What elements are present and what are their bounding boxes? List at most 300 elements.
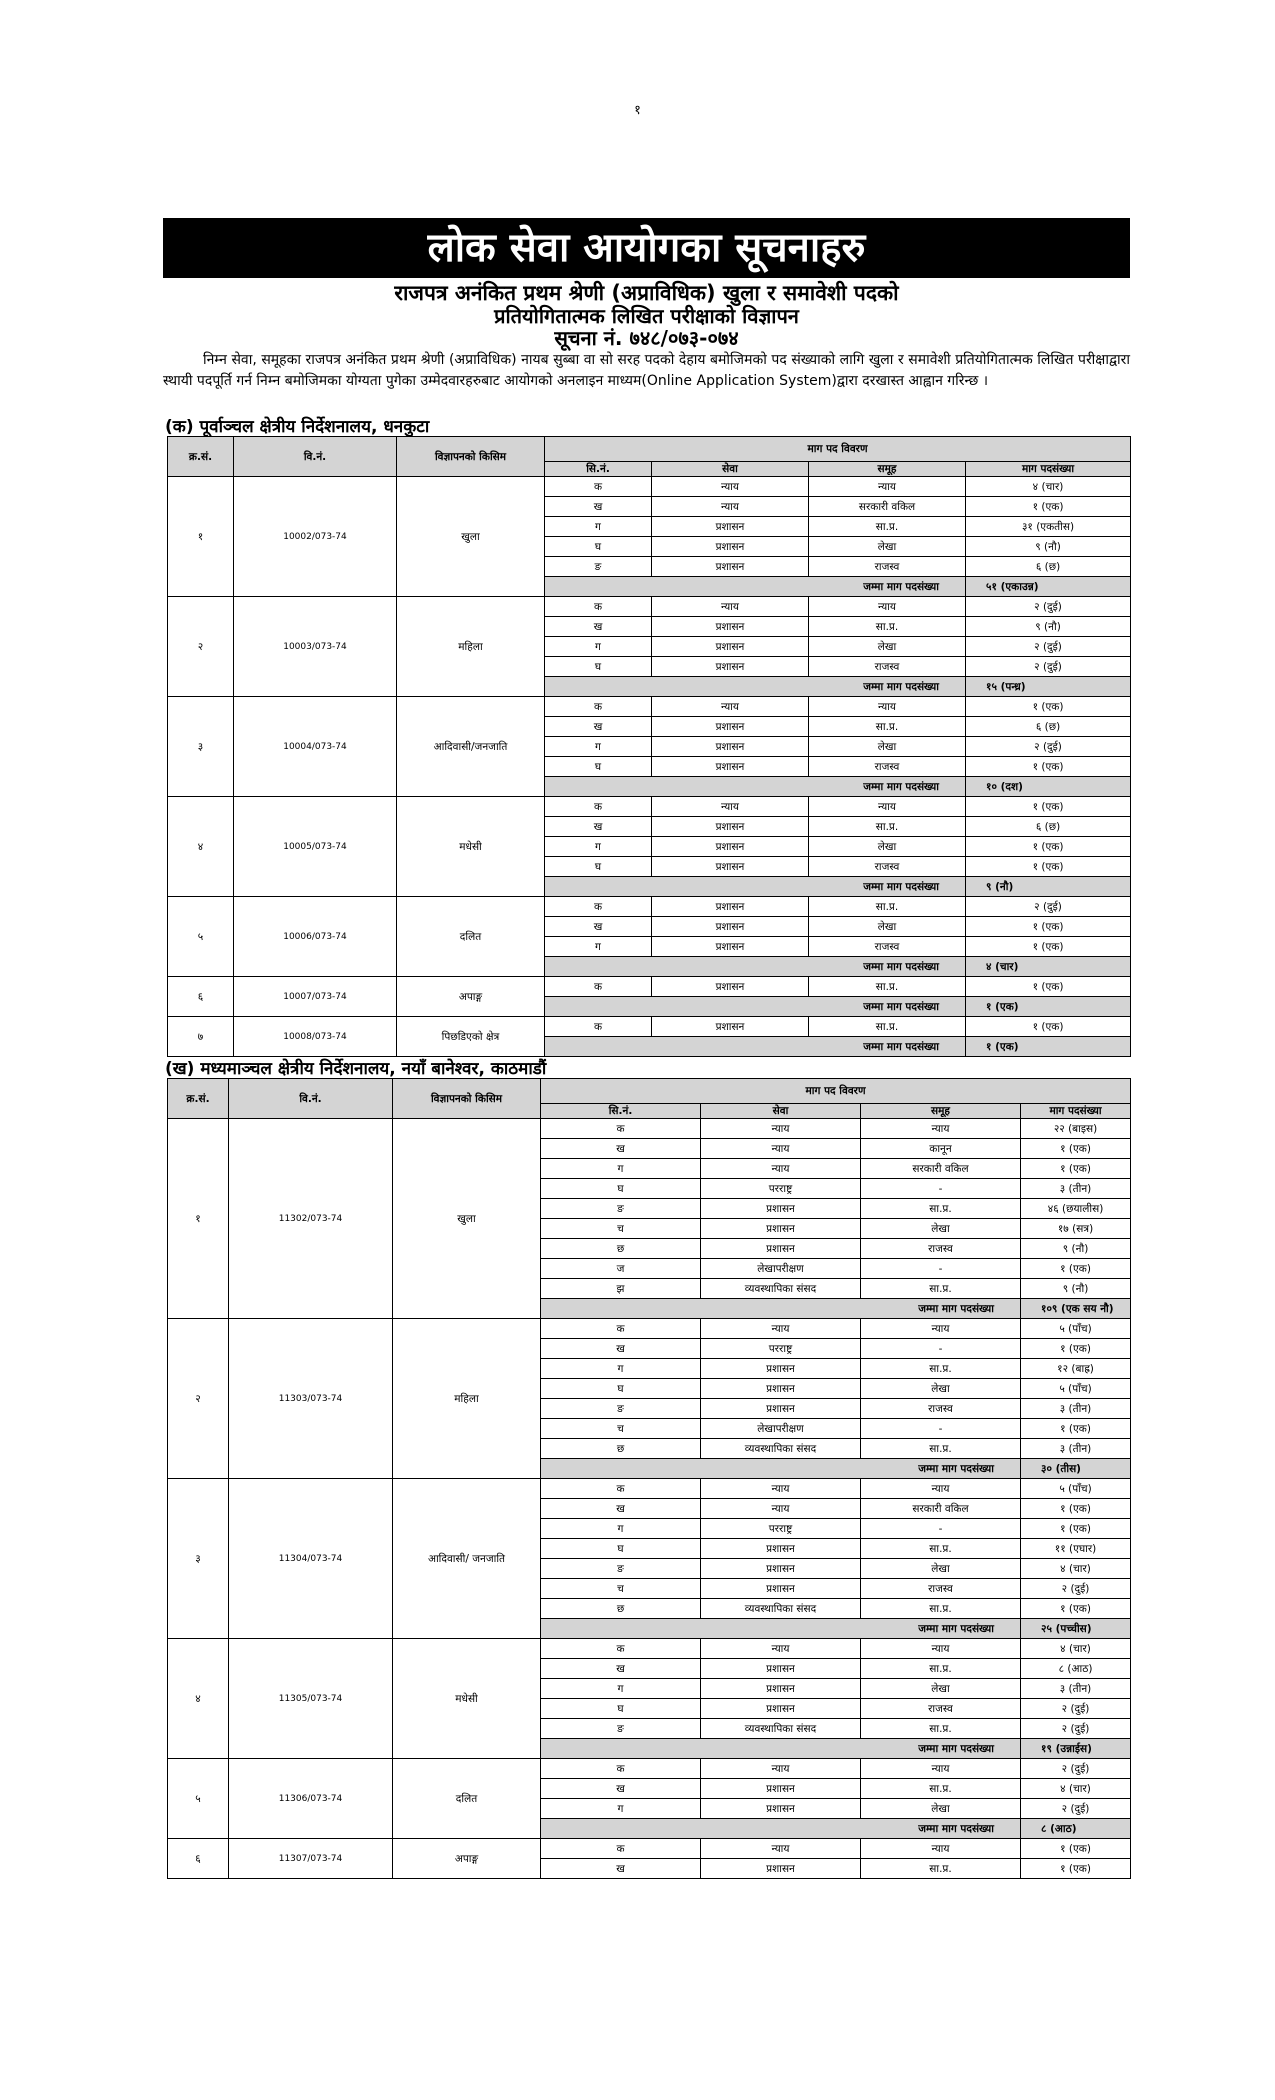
service-cell: प्रशासन <box>701 1239 861 1259</box>
sub-serial-cell: ग <box>541 1679 701 1699</box>
sub-serial-cell: क <box>541 1639 701 1659</box>
post-count-cell: ११ (एघार) <box>1021 1539 1131 1559</box>
post-count-cell: १ (एक) <box>1021 1519 1131 1539</box>
serial-cell: ६ <box>168 977 234 1017</box>
table-row <box>168 1017 1131 1037</box>
type-cell: पिछडिएको क्षेत्र <box>397 1017 545 1057</box>
sub-serial-cell: ग <box>545 737 652 757</box>
adv-no-cell: 11306/073-74 <box>229 1759 393 1839</box>
group-cell: न्याय <box>861 1319 1021 1339</box>
sub-serial-cell: ख <box>545 917 652 937</box>
serial-cell: ७ <box>168 1017 234 1057</box>
post-count-cell: १ (एक) <box>1021 1339 1131 1359</box>
total-label-cell: जम्मा माग पदसंख्या <box>545 677 966 697</box>
serial-cell: ५ <box>168 1759 229 1839</box>
post-count-cell: ५ (पाँच) <box>1021 1479 1131 1499</box>
table-row <box>168 1839 1131 1859</box>
serial-cell: १ <box>168 1119 229 1319</box>
post-count-cell: २ (दुई) <box>966 657 1131 677</box>
group-cell: लेखा <box>861 1379 1021 1399</box>
group-cell: सा.प्र. <box>809 977 966 997</box>
service-cell: लेखापरीक्षण <box>701 1259 861 1279</box>
type-cell: महिला <box>397 597 545 697</box>
section-heading-central: (ख) मध्यमाञ्चल क्षेत्रीय निर्देशनालय, नयाँ बानेश्वर, काठमाडौं <box>165 1059 547 1079</box>
table-row <box>168 977 1131 997</box>
service-cell: प्रशासन <box>701 1359 861 1379</box>
table-row <box>168 797 1131 817</box>
total-label-cell: जम्मा माग पदसंख्या <box>541 1459 1021 1479</box>
adv-no-cell: 10004/073-74 <box>234 697 397 797</box>
service-cell: प्रशासन <box>652 937 809 957</box>
service-cell: न्याय <box>652 477 809 497</box>
sub-serial-cell: क <box>545 697 652 717</box>
post-count-cell: १२ (बाह्र) <box>1021 1359 1131 1379</box>
group-cell: सा.प्र. <box>861 1779 1021 1799</box>
group-cell: लेखा <box>809 737 966 757</box>
type-cell: अपाङ्ग <box>397 977 545 1017</box>
total-label-cell: जम्मा माग पदसंख्या <box>541 1819 1021 1839</box>
service-cell: व्यवस्थापिका संसद <box>701 1719 861 1739</box>
sub-serial-cell: क <box>541 1759 701 1779</box>
total-label-cell: जम्मा माग पदसंख्या <box>545 957 966 977</box>
service-cell: प्रशासन <box>701 1199 861 1219</box>
post-count-cell: २ (दुई) <box>1021 1799 1131 1819</box>
group-cell: सरकारी वकिल <box>861 1159 1021 1179</box>
total-value-cell: १ (एक) <box>966 997 1131 1017</box>
group-cell: सा.प्र. <box>809 817 966 837</box>
sub-serial-cell: घ <box>541 1379 701 1399</box>
header-serial: क्र.सं. <box>168 437 234 477</box>
sub-serial-cell: ख <box>545 717 652 737</box>
service-cell: प्रशासन <box>652 897 809 917</box>
sub-serial-cell: ख <box>545 617 652 637</box>
service-cell: प्रशासन <box>701 1779 861 1799</box>
service-cell: लेखापरीक्षण <box>701 1419 861 1439</box>
type-cell: मधेसी <box>393 1639 541 1759</box>
group-cell: राजस्व <box>861 1579 1021 1599</box>
service-cell: न्याय <box>652 597 809 617</box>
type-cell: मधेसी <box>397 797 545 897</box>
service-cell: प्रशासन <box>701 1859 861 1879</box>
total-label-cell: जम्मा माग पदसंख्या <box>545 777 966 797</box>
group-cell: - <box>861 1519 1021 1539</box>
header-post-count: माग पदसंख्या <box>1021 1104 1131 1119</box>
post-count-cell: ९ (नौ) <box>1021 1239 1131 1259</box>
sub-serial-cell: ग <box>541 1519 701 1539</box>
service-cell: प्रशासन <box>701 1799 861 1819</box>
post-count-cell: ६ (छ) <box>966 557 1131 577</box>
adv-no-cell: 10002/073-74 <box>234 477 397 597</box>
post-count-cell: ४ (चार) <box>1021 1559 1131 1579</box>
sub-serial-cell: घ <box>545 857 652 877</box>
total-label-cell: जम्मा माग पदसंख्या <box>545 577 966 597</box>
post-count-cell: १ (एक) <box>966 937 1131 957</box>
total-label-cell: जम्मा माग पदसंख्या <box>545 997 966 1017</box>
group-cell: - <box>861 1259 1021 1279</box>
post-count-cell: ४६ (छयालीस) <box>1021 1199 1131 1219</box>
total-label-cell: जम्मा माग पदसंख्या <box>541 1739 1021 1759</box>
group-cell: राजस्व <box>809 557 966 577</box>
post-count-cell: १ (एक) <box>966 697 1131 717</box>
sub-serial-cell: ग <box>545 517 652 537</box>
group-cell: सा.प्र. <box>809 617 966 637</box>
post-count-cell: १ (एक) <box>966 837 1131 857</box>
sub-serial-cell: ग <box>545 937 652 957</box>
table-eastern-region <box>167 436 1131 1057</box>
service-cell: प्रशासन <box>652 517 809 537</box>
header-sub-serial: सि.नं. <box>541 1104 701 1119</box>
service-cell: प्रशासन <box>652 657 809 677</box>
service-cell: प्रशासन <box>652 917 809 937</box>
serial-cell: १ <box>168 477 234 597</box>
adv-no-cell: 11302/073-74 <box>229 1119 393 1319</box>
group-cell: - <box>861 1179 1021 1199</box>
serial-cell: ३ <box>168 1479 229 1639</box>
group-cell: लेखा <box>809 537 966 557</box>
table-row <box>168 897 1131 917</box>
service-cell: न्याय <box>652 797 809 817</box>
group-cell: सा.प्र. <box>809 517 966 537</box>
total-label-cell: जम्मा माग पदसंख्या <box>541 1619 1021 1639</box>
group-cell: सा.प्र. <box>861 1279 1021 1299</box>
total-value-cell: ९ (नौ) <box>966 877 1131 897</box>
service-cell: न्याय <box>701 1499 861 1519</box>
header-adv-no: वि.नं. <box>229 1079 393 1119</box>
post-count-cell: १ (एक) <box>966 1017 1131 1037</box>
adv-no-cell: 10008/073-74 <box>234 1017 397 1057</box>
service-cell: प्रशासन <box>652 757 809 777</box>
post-count-cell: १ (एक) <box>1021 1139 1131 1159</box>
sub-serial-cell: ख <box>541 1859 701 1879</box>
type-cell: खुला <box>393 1119 541 1319</box>
post-count-cell: २ (दुई) <box>1021 1699 1131 1719</box>
sub-serial-cell: ग <box>545 837 652 857</box>
total-value-cell: ८ (आठ) <box>1021 1819 1131 1839</box>
service-cell: प्रशासन <box>652 857 809 877</box>
group-cell: लेखा <box>809 917 966 937</box>
service-cell: न्याय <box>701 1159 861 1179</box>
service-cell: न्याय <box>701 1639 861 1659</box>
table-row <box>168 477 1131 497</box>
group-cell: राजस्व <box>809 857 966 877</box>
service-cell: प्रशासन <box>652 977 809 997</box>
total-value-cell: १ (एक) <box>966 1037 1131 1057</box>
service-cell: प्रशासन <box>701 1399 861 1419</box>
serial-cell: ४ <box>168 797 234 897</box>
group-cell: राजस्व <box>809 657 966 677</box>
sub-serial-cell: ङ <box>541 1399 701 1419</box>
sub-serial-cell: झ <box>541 1279 701 1299</box>
group-cell: सा.प्र. <box>861 1659 1021 1679</box>
group-cell: लेखा <box>809 637 966 657</box>
adv-no-cell: 10007/073-74 <box>234 977 397 1017</box>
adv-no-cell: 11305/073-74 <box>229 1639 393 1759</box>
post-count-cell: १ (एक) <box>1021 1419 1131 1439</box>
service-cell: प्रशासन <box>652 837 809 857</box>
post-count-cell: ६ (छ) <box>966 817 1131 837</box>
adv-no-cell: 10003/073-74 <box>234 597 397 697</box>
post-count-cell: १७ (सत्र) <box>1021 1219 1131 1239</box>
sub-serial-cell: क <box>541 1119 701 1139</box>
sub-serial-cell: छ <box>541 1239 701 1259</box>
group-cell: लेखा <box>809 837 966 857</box>
group-cell: राजस्व <box>809 937 966 957</box>
sub-serial-cell: च <box>541 1579 701 1599</box>
group-cell: सा.प्र. <box>809 897 966 917</box>
total-label-cell: जम्मा माग पदसंख्या <box>545 877 966 897</box>
sub-serial-cell: ख <box>545 817 652 837</box>
sub-serial-cell: क <box>541 1479 701 1499</box>
group-cell: कानून <box>861 1139 1021 1159</box>
sub-serial-cell: घ <box>545 757 652 777</box>
type-cell: अपाङ्ग <box>393 1839 541 1879</box>
post-count-cell: ९ (नौ) <box>1021 1279 1131 1299</box>
adv-no-cell: 10006/073-74 <box>234 897 397 977</box>
service-cell: न्याय <box>701 1139 861 1159</box>
group-cell: सा.प्र. <box>809 717 966 737</box>
service-cell: प्रशासन <box>652 617 809 637</box>
serial-cell: ३ <box>168 697 234 797</box>
post-count-cell: १ (एक) <box>1021 1839 1131 1859</box>
group-cell: सरकारी वकिल <box>861 1499 1021 1519</box>
total-value-cell: ३० (तीस) <box>1021 1459 1131 1479</box>
post-count-cell: २ (दुई) <box>1021 1759 1131 1779</box>
service-cell: प्रशासन <box>701 1539 861 1559</box>
group-cell: न्याय <box>809 597 966 617</box>
type-cell: आदिवासी/ जनजाति <box>393 1479 541 1639</box>
sub-serial-cell: ख <box>541 1659 701 1679</box>
total-value-cell: १०९ (एक सय नौ) <box>1021 1299 1131 1319</box>
table-row <box>168 1119 1131 1139</box>
post-count-cell: २ (दुई) <box>966 637 1131 657</box>
service-cell: प्रशासन <box>701 1679 861 1699</box>
service-cell: प्रशासन <box>652 717 809 737</box>
sub-serial-cell: क <box>545 797 652 817</box>
group-cell: सा.प्र. <box>861 1719 1021 1739</box>
total-value-cell: २५ (पच्चीस) <box>1021 1619 1131 1639</box>
post-count-cell: २ (दुई) <box>966 597 1131 617</box>
service-cell: प्रशासन <box>701 1579 861 1599</box>
table-row <box>168 1759 1131 1779</box>
post-count-cell: २ (दुई) <box>966 897 1131 917</box>
sub-serial-cell: घ <box>545 537 652 557</box>
service-cell: व्यवस्थापिका संसद <box>701 1599 861 1619</box>
post-count-cell: ९ (नौ) <box>966 537 1131 557</box>
sub-serial-cell: ज <box>541 1259 701 1279</box>
group-cell: लेखा <box>861 1799 1021 1819</box>
post-count-cell: १ (एक) <box>966 857 1131 877</box>
sub-serial-cell: घ <box>541 1699 701 1719</box>
adv-no-cell: 11303/073-74 <box>229 1319 393 1479</box>
sub-serial-cell: च <box>541 1219 701 1239</box>
service-cell: न्याय <box>701 1319 861 1339</box>
header-post-count: माग पदसंख्या <box>966 462 1131 477</box>
header-group: समूह <box>861 1104 1021 1119</box>
service-cell: परराष्ट्र <box>701 1519 861 1539</box>
group-cell: न्याय <box>809 697 966 717</box>
group-cell: सा.प्र. <box>861 1859 1021 1879</box>
sub-serial-cell: क <box>545 977 652 997</box>
group-cell: सरकारी वकिल <box>809 497 966 517</box>
group-cell: - <box>861 1419 1021 1439</box>
sub-serial-cell: ख <box>541 1779 701 1799</box>
sub-serial-cell: ग <box>541 1799 701 1819</box>
post-count-cell: ४ (चार) <box>1021 1779 1131 1799</box>
header-type: विज्ञापनको किसिम <box>393 1079 541 1119</box>
sub-serial-cell: ङ <box>541 1719 701 1739</box>
type-cell: आदिवासी/जनजाति <box>397 697 545 797</box>
post-count-cell: १ (एक) <box>966 797 1131 817</box>
sub-serial-cell: ख <box>541 1139 701 1159</box>
service-cell: प्रशासन <box>652 817 809 837</box>
sub-serial-cell: ख <box>541 1339 701 1359</box>
header-service: सेवा <box>652 462 809 477</box>
service-cell: प्रशासन <box>701 1659 861 1679</box>
post-count-cell: ३ (तीन) <box>1021 1439 1131 1459</box>
sub-serial-cell: छ <box>541 1439 701 1459</box>
service-cell: न्याय <box>701 1839 861 1859</box>
group-cell: न्याय <box>861 1119 1021 1139</box>
service-cell: प्रशासन <box>652 637 809 657</box>
post-count-cell: ९ (नौ) <box>966 617 1131 637</box>
subtitle-line-1: राजपत्र अनंकित प्रथम श्रेणी (अप्राविधिक) खुला र समावेशी पदको <box>394 281 899 305</box>
header-service: सेवा <box>701 1104 861 1119</box>
post-count-cell: १ (एक) <box>966 917 1131 937</box>
serial-cell: ४ <box>168 1639 229 1759</box>
table-row <box>168 697 1131 717</box>
post-count-cell: ४ (चार) <box>1021 1639 1131 1659</box>
sub-serial-cell: ङ <box>541 1559 701 1579</box>
group-cell: - <box>861 1339 1021 1359</box>
type-cell: खुला <box>397 477 545 597</box>
header-demand-details: माग पद विवरण <box>541 1079 1131 1104</box>
service-cell: प्रशासन <box>701 1219 861 1239</box>
group-cell: राजस्व <box>861 1399 1021 1419</box>
group-cell: सा.प्र. <box>809 1017 966 1037</box>
table-central-region <box>167 1078 1131 1879</box>
service-cell: परराष्ट्र <box>701 1179 861 1199</box>
service-cell: न्याय <box>701 1119 861 1139</box>
adv-no-cell: 10005/073-74 <box>234 797 397 897</box>
serial-cell: ५ <box>168 897 234 977</box>
service-cell: प्रशासन <box>652 1017 809 1037</box>
sub-serial-cell: क <box>541 1839 701 1859</box>
sub-serial-cell: ग <box>545 637 652 657</box>
table-row <box>168 1319 1131 1339</box>
group-cell: न्याय <box>809 477 966 497</box>
header-demand-details: माग पद विवरण <box>545 437 1131 462</box>
post-count-cell: १ (एक) <box>1021 1499 1131 1519</box>
service-cell: व्यवस्थापिका संसद <box>701 1439 861 1459</box>
header-group: समूह <box>809 462 966 477</box>
sub-serial-cell: ग <box>541 1159 701 1179</box>
table-row <box>168 597 1131 617</box>
page-title-banner: लोक सेवा आयोगका सूचनाहरु <box>163 218 1130 278</box>
post-count-cell: १ (एक) <box>1021 1159 1131 1179</box>
group-cell: राजस्व <box>861 1239 1021 1259</box>
sub-serial-cell: ङ <box>541 1199 701 1219</box>
serial-cell: २ <box>168 597 234 697</box>
total-label-cell: जम्मा माग पदसंख्या <box>541 1299 1021 1319</box>
sub-serial-cell: च <box>541 1419 701 1439</box>
service-cell: न्याय <box>701 1479 861 1499</box>
sub-serial-cell: क <box>545 597 652 617</box>
post-count-cell: १ (एक) <box>966 497 1131 517</box>
sub-serial-cell: घ <box>545 657 652 677</box>
sub-serial-cell: घ <box>541 1539 701 1559</box>
group-cell: लेखा <box>861 1679 1021 1699</box>
total-value-cell: ४ (चार) <box>966 957 1131 977</box>
post-count-cell: ३ (तीन) <box>1021 1399 1131 1419</box>
total-label-cell: जम्मा माग पदसंख्या <box>545 1037 966 1057</box>
section-heading-eastern: (क) पूर्वाञ्चल क्षेत्रीय निर्देशनालय, धनकुटा <box>165 417 430 437</box>
type-cell: दलित <box>397 897 545 977</box>
service-cell: प्रशासन <box>701 1699 861 1719</box>
post-count-cell: ४ (चार) <box>966 477 1131 497</box>
post-count-cell: ६ (छ) <box>966 717 1131 737</box>
group-cell: सा.प्र. <box>861 1599 1021 1619</box>
sub-serial-cell: क <box>545 477 652 497</box>
service-cell: प्रशासन <box>652 737 809 757</box>
intro-paragraph: निम्न सेवा, समूहका राजपत्र अनंकित प्रथम श्रेणी (अप्राविधिक) नायब सुब्बा वा सो सरह पदको देहाय बमोजिमको पद संख्याको लागि खुला र समावेशी प्रतियोगितात्मक लिखित परीक्षाद्वारा स्थायी पदपूर्ति गर्न निम्न बमोजिमका योग्यता पुगेका उम्मेदवारहरुबाट आयोगको अनलाइन माध्यम(Online Application System)द्वारा दरखास्त आह्वान गरिन्छ । <box>163 352 1130 389</box>
group-cell: राजस्व <box>809 757 966 777</box>
type-cell: दलित <box>393 1759 541 1839</box>
type-cell: महिला <box>393 1319 541 1479</box>
post-count-cell: १ (एक) <box>966 757 1131 777</box>
adv-no-cell: 11304/073-74 <box>229 1479 393 1639</box>
service-cell: परराष्ट्र <box>701 1339 861 1359</box>
sub-serial-cell: क <box>545 1017 652 1037</box>
service-cell: प्रशासन <box>652 557 809 577</box>
sub-serial-cell: छ <box>541 1599 701 1619</box>
total-value-cell: ५१ (एकाउन्न) <box>966 577 1131 597</box>
post-count-cell: ३ (तीन) <box>1021 1179 1131 1199</box>
total-value-cell: १५ (पन्ध्र) <box>966 677 1131 697</box>
post-count-cell: ८ (आठ) <box>1021 1659 1131 1679</box>
group-cell: सा.प्र. <box>861 1359 1021 1379</box>
post-count-cell: २२ (बाइस) <box>1021 1119 1131 1139</box>
post-count-cell: १ (एक) <box>1021 1259 1131 1279</box>
sub-serial-cell: क <box>545 897 652 917</box>
group-cell: न्याय <box>861 1639 1021 1659</box>
total-value-cell: १९ (उन्नाईस) <box>1021 1739 1131 1759</box>
sub-serial-cell: ङ <box>545 557 652 577</box>
notice-number: सूचना नं. ७४८/०७३-०७४ <box>554 326 739 350</box>
service-cell: व्यवस्थापिका संसद <box>701 1279 861 1299</box>
post-count-cell: ३ (तीन) <box>1021 1679 1131 1699</box>
group-cell: सा.प्र. <box>861 1439 1021 1459</box>
post-count-cell: २ (दुई) <box>966 737 1131 757</box>
service-cell: न्याय <box>652 697 809 717</box>
service-cell: न्याय <box>652 497 809 517</box>
header-type: विज्ञापनको किसिम <box>397 437 545 477</box>
post-count-cell: २ (दुई) <box>1021 1719 1131 1739</box>
group-cell: न्याय <box>861 1759 1021 1779</box>
post-count-cell: ५ (पाँच) <box>1021 1379 1131 1399</box>
group-cell: न्याय <box>861 1839 1021 1859</box>
serial-cell: २ <box>168 1319 229 1479</box>
post-count-cell: १ (एक) <box>1021 1859 1131 1879</box>
header-sub-serial: सि.नं. <box>545 462 652 477</box>
header-serial: क्र.सं. <box>168 1079 229 1119</box>
post-count-cell: १ (एक) <box>1021 1599 1131 1619</box>
table-row <box>168 1479 1131 1499</box>
page-number: १ <box>634 103 641 118</box>
group-cell: राजस्व <box>861 1699 1021 1719</box>
group-cell: न्याय <box>861 1479 1021 1499</box>
sub-serial-cell: ख <box>545 497 652 517</box>
service-cell: प्रशासन <box>701 1559 861 1579</box>
